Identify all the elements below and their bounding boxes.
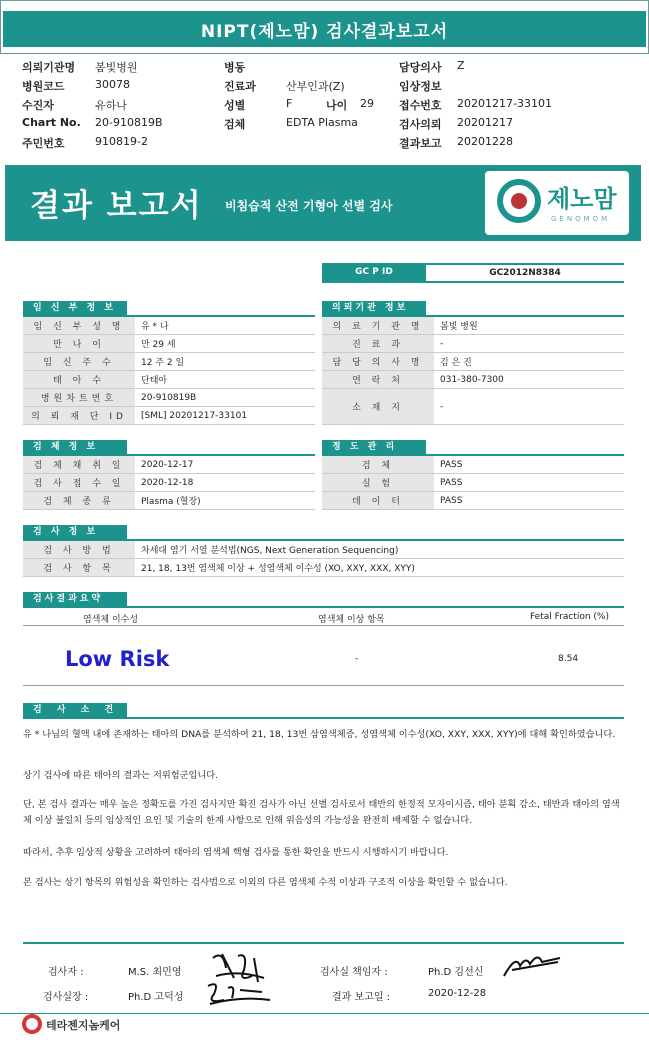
genomom-logo <box>485 171 629 235</box>
specimen-value: Plasma (혈장) <box>141 497 201 507</box>
patient-table <box>23 315 315 425</box>
specimen-table <box>23 454 315 510</box>
rrn-label: 주민번호 <box>22 137 65 150</box>
signature-divider <box>23 942 624 944</box>
gcpid-value: GC2012N8384 <box>426 263 624 281</box>
patient-label: 태 아 수 <box>23 371 135 388</box>
chart-value: 20-910819B <box>95 116 163 129</box>
institution-row <box>322 353 624 371</box>
institution-table <box>322 315 624 425</box>
opinion-paragraph-3: 단, 본 검사 결과는 매우 높은 정확도를 가진 검사지만 확진 검사가 아닌 선별 검사로서 태반의 한정적 모자이시즘, 태아 분획 감소, 태반과 태아의 염색체 이상 불일치 등의 임상적인 요인 및 기술의 한계 사항으로 인해 위음성의 가능성을 완전히 배제할 수 없습니다. <box>23 799 620 826</box>
doctor-label: 담당의사 <box>399 61 442 74</box>
opinion-paragraph-4: 따라서, 추후 임상적 상황을 고려하여 태아의 염색체 핵형 검사를 통한 확인을 반드시 시행하시기 바랍니다. <box>23 847 449 858</box>
gcpid-row <box>322 263 624 283</box>
dept-label: 진료과 <box>224 80 256 93</box>
test-label: 검 사 항 목 <box>23 559 135 576</box>
opinion-paragraph-5: 본 검사는 상기 항목의 위험성을 확인하는 검사법으로 이외의 다른 염색체 수적 이상과 구조적 이상을 확인할 수 없습니다. <box>23 877 508 888</box>
code-label: 병원코드 <box>22 80 65 93</box>
patient-label: 만 나 이 <box>23 335 135 352</box>
logo-ring-icon <box>497 179 541 223</box>
patient-label: 의 뢰 재 단 ID <box>23 407 135 424</box>
dept-value: 산부인과(Z) <box>286 80 345 93</box>
age-label: 나이 <box>326 99 348 112</box>
qc-value: PASS <box>440 495 463 506</box>
institution-value: 김 은 진 <box>440 358 472 368</box>
qc-heading: 정 도 관 리 <box>322 440 426 454</box>
patient-value: 단태아 <box>141 376 168 386</box>
tester-label: 검사자 : <box>48 967 84 978</box>
request-label: 검사의뢰 <box>399 118 442 131</box>
patient-label: 병원차트번호 <box>23 389 135 406</box>
institution-value: - <box>440 401 444 412</box>
qc-value: PASS <box>440 459 463 470</box>
qc-row <box>322 456 624 474</box>
institution-label: 진 료 과 <box>322 335 434 352</box>
rrn-value: 910819-2 <box>95 135 148 148</box>
institution-label: 소 재 지 <box>322 389 434 424</box>
chief-name: Ph.D 고덕성 <box>128 992 184 1003</box>
qc-label: 실 험 <box>322 474 434 491</box>
page-title: NIPT(제노맘) 검사결과보고서 <box>3 11 646 47</box>
abnormal-item-value: - <box>355 654 359 664</box>
result-col-ff: Fetal Fraction (%) <box>530 612 609 622</box>
specimen-label: 검 체 채 취 일 <box>23 456 135 473</box>
ward-label: 병동 <box>224 61 246 74</box>
result-col-aneuploidy: 염색체 이수성 <box>83 615 139 625</box>
report-value: 20201228 <box>457 135 513 148</box>
patient-row <box>23 317 315 335</box>
specimen-section <box>23 440 315 510</box>
opinion-paragraph-2: 상기 검사에 따른 태아의 결과는 저위험군입니다. <box>23 770 219 781</box>
logo-text: 제노맘 <box>547 185 617 213</box>
logo-subtext: GENOMOM <box>551 215 611 223</box>
test-row <box>23 559 624 577</box>
qc-table <box>322 454 624 510</box>
report-header <box>0 0 649 54</box>
report-date: 2020-12-28 <box>428 988 487 999</box>
qc-row <box>322 474 624 492</box>
qc-label: 검 체 <box>322 456 434 473</box>
receiver-label: 수진자 <box>22 99 54 112</box>
opinion-divider <box>23 717 624 719</box>
institution-value: 031-380-7300 <box>440 374 504 385</box>
report-label: 결과보고 <box>399 137 442 150</box>
fetal-fraction-value: 8.54 <box>558 654 579 664</box>
sex-label: 성별 <box>224 99 246 112</box>
request-value: 20201217 <box>457 116 513 129</box>
patient-row <box>23 407 315 425</box>
institution-value: 봄빛 병원 <box>440 322 478 332</box>
patient-label: 임 신 부 성 명 <box>23 317 135 334</box>
chart-label: Chart No. <box>22 116 81 129</box>
sex-value: F <box>286 97 293 110</box>
patient-heading: 임 신 부 정 보 <box>23 301 127 315</box>
test-table <box>23 539 624 577</box>
institution-value: - <box>440 338 444 349</box>
result-header-row <box>23 606 624 626</box>
specimen-row <box>23 474 315 492</box>
patient-section <box>23 301 315 425</box>
patient-row <box>23 389 315 407</box>
test-row <box>23 541 624 559</box>
qc-value: PASS <box>440 477 463 488</box>
qc-row <box>322 492 624 510</box>
chief-signature-icon <box>200 978 275 1010</box>
hospital-label: 의뢰기관명 <box>22 61 76 74</box>
patient-value: 20-910819B <box>141 392 197 403</box>
risk-result: Low Risk <box>65 647 170 671</box>
hospital-value: 봄빛병원 <box>95 61 138 74</box>
institution-label: 연 락 처 <box>322 371 434 388</box>
patient-value: [SML] 20201217-33101 <box>141 410 248 421</box>
patient-row <box>23 335 315 353</box>
receiver-value: 유하나 <box>95 99 127 112</box>
opinion-paragraph-1: 유 * 나님의 혈액 내에 존재하는 태아의 DNA를 분석하여 21, 18, 13번 삼염색체증, 성염색체 이수성(XO, XXY, XXX, XYY)에 대해 확인하였습니다. <box>23 729 616 740</box>
gcpid-label: GC P ID <box>322 263 426 281</box>
specimen-row <box>23 492 315 510</box>
patient-value: 12 주 2 일 <box>141 358 185 368</box>
test-value: 차세대 염기 서열 분석법(NGS, Next Generation Sequencing) <box>141 546 399 556</box>
patient-value: 유 * 나 <box>141 322 169 332</box>
specimen-value: 2020-12-17 <box>141 459 194 470</box>
institution-label: 의 료 기 관 명 <box>322 317 434 334</box>
patient-row <box>23 353 315 371</box>
institution-heading: 의뢰기관 정보 <box>322 301 426 315</box>
doctor-value: Z <box>457 59 465 72</box>
tester-name: M.S. 최민영 <box>128 967 182 978</box>
clinical-label: 임상정보 <box>399 80 442 93</box>
banner-title: 결과 보고서 <box>30 188 203 224</box>
manager-signature-icon <box>498 948 568 982</box>
banner-subtitle: 비침습적 산전 기형아 선별 검사 <box>225 199 393 213</box>
test-value: 21, 18, 13번 염색체 이상 + 성염색체 이수성 (XO, XXY, XXX, XYY) <box>141 564 415 574</box>
institution-label: 담 당 의 사 명 <box>322 353 434 370</box>
institution-row <box>322 317 624 335</box>
patient-row <box>23 371 315 389</box>
age-value: 29 <box>360 97 374 110</box>
test-heading: 검 사 정 보 <box>23 525 127 539</box>
specimen-row <box>23 456 315 474</box>
patient-value: 만 29 세 <box>141 340 176 350</box>
report-date-label: 결과 보고일 : <box>332 992 391 1003</box>
specimen-label: 검 체 종 류 <box>23 492 135 509</box>
chief-label: 검사실장 : <box>43 992 89 1003</box>
manager-name: Ph.D 김선신 <box>428 967 484 978</box>
code-value: 30078 <box>95 78 130 91</box>
opinion-heading: 검 사 소 견 <box>23 703 127 717</box>
specimen-value: EDTA Plasma <box>286 116 358 129</box>
result-section <box>23 592 624 626</box>
institution-section <box>322 301 624 425</box>
result-col-items: 염색체 이상 항목 <box>318 615 385 625</box>
opinion-section <box>23 703 624 719</box>
terragen-logo-icon <box>22 1014 42 1034</box>
test-label: 검 사 방 법 <box>23 541 135 558</box>
result-banner <box>5 165 641 241</box>
institution-row <box>322 371 624 389</box>
company-name: 테라젠지놈케어 <box>46 1019 121 1032</box>
specimen-value: 2020-12-18 <box>141 477 194 488</box>
specimen-heading: 검 체 정 보 <box>23 440 127 454</box>
patient-label: 임 신 주 수 <box>23 353 135 370</box>
institution-row <box>322 389 624 425</box>
manager-label: 검사실 책임자 : <box>320 967 388 978</box>
result-bottom-line <box>23 685 624 686</box>
test-section <box>23 525 624 577</box>
accession-label: 접수번호 <box>399 99 442 112</box>
qc-section <box>322 440 624 510</box>
institution-row <box>322 335 624 353</box>
specimen-label: 검 사 접 수 일 <box>23 474 135 491</box>
specimen-label: 검체 <box>224 118 246 131</box>
qc-label: 데 이 터 <box>322 492 434 509</box>
footer-line <box>0 1013 649 1014</box>
accession-value: 20201217-33101 <box>457 97 552 110</box>
result-heading: 검사결과요약 <box>23 592 127 606</box>
